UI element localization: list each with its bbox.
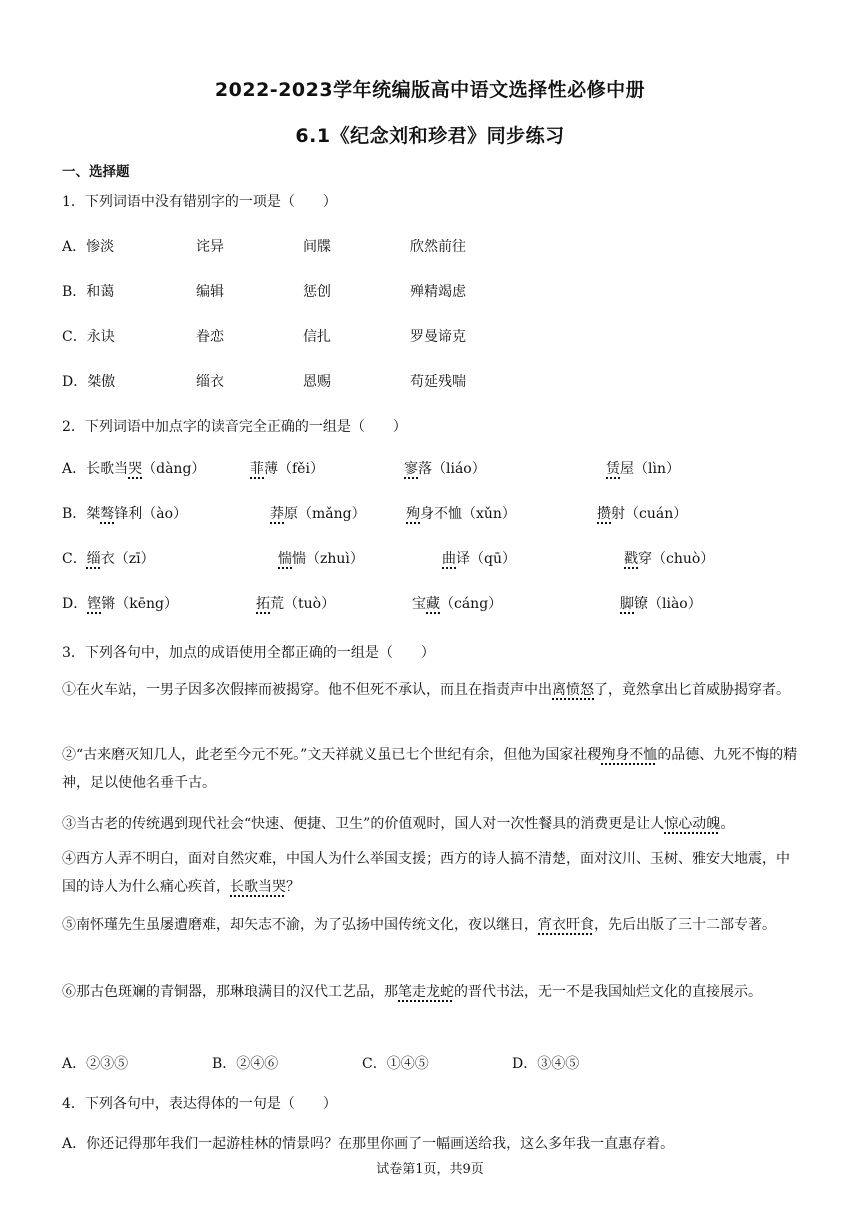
dotted-char: 骜 — [100, 506, 115, 522]
q1-option-b-word4: 殚精竭虑 — [410, 284, 466, 300]
document-title: 2022-2023学年统编版高中语文选择性必修中册 — [214, 79, 646, 101]
q3-sentence-4 — [62, 845, 800, 901]
q2-option-b-col2 — [270, 503, 366, 523]
dotted-char: 铿 — [87, 596, 102, 612]
q3-option-b: B．②④⑥ — [212, 1056, 279, 1072]
q3-sentence-6 — [62, 978, 800, 1006]
q2-option-c-col4 — [624, 548, 714, 568]
text: 穿（chuò） — [638, 551, 715, 567]
text: 衣（zī） — [100, 551, 155, 567]
text: B．桀 — [62, 506, 101, 522]
q3-option-a: A．②③⑤ — [62, 1056, 129, 1072]
section-heading: 一、选择题 — [62, 164, 130, 180]
q4-option-a: A．你还记得那年我们一起游桂林的情景吗？在那里你画了一幅画送给我，这么多年我一直惠存着。 — [62, 1136, 675, 1152]
q2-option-b-col3 — [406, 503, 516, 523]
text: 落（liáo） — [418, 461, 486, 477]
dotted-char: 莽 — [270, 506, 284, 522]
text: 射（cuán） — [611, 506, 688, 522]
q1-option-a-word1: A．惨淡 — [62, 239, 115, 255]
q1-option-b-word1: B．和蔼 — [62, 284, 115, 300]
q1-option-d-word3: 恩赐 — [303, 374, 331, 390]
q2-option-d-col4 — [620, 593, 702, 613]
q1-option-d-word4: 苟延残喘 — [410, 374, 466, 390]
dotted-char: 菲 — [250, 461, 264, 477]
q1-option-c-word2: 眷恋 — [196, 329, 224, 345]
text: 译（qū） — [456, 551, 516, 567]
q1-option-a-word4: 欣然前往 — [410, 239, 466, 255]
q2-option-b-col4 — [597, 503, 687, 523]
text: 荒（tuò） — [270, 596, 336, 612]
text: 宝 — [412, 596, 426, 612]
q2-option-c-col1 — [62, 548, 155, 568]
q1-option-c-word3: 信扎 — [303, 329, 331, 345]
text: 。 — [720, 816, 735, 832]
q2-option-c-col2 — [278, 548, 364, 568]
dotted-idiom: 离愤怒 — [552, 682, 594, 698]
text: （dàng） — [142, 461, 206, 477]
text: 惴（zhuì） — [292, 551, 364, 567]
q2-option-b-col1 — [62, 503, 187, 523]
dotted-char: 戳 — [624, 551, 638, 567]
q1-option-c-word1: C．永诀 — [62, 329, 115, 345]
dotted-idiom: 笔走龙蛇 — [398, 984, 454, 1000]
text: ①在火车站，一男子因多次假摔而被揭穿。他不但死不承认，而且在指责声中出 — [62, 682, 552, 698]
q3-sentence-1 — [62, 676, 800, 704]
dotted-char: 哭 — [128, 461, 143, 477]
dotted-char: 拓 — [256, 596, 270, 612]
q3-sentence-3 — [62, 810, 800, 838]
text: 的品德、九死不悔的精神，足以使他名垂千古。 — [62, 747, 798, 791]
dotted-idiom: 宵衣旰食 — [538, 917, 594, 933]
dotted-char: 攒 — [597, 506, 611, 522]
q2-option-a-col4 — [606, 458, 680, 478]
q2-option-a-col3 — [404, 458, 486, 478]
q2-option-c-col3 — [442, 548, 516, 568]
text: 薄（fěi） — [264, 461, 324, 477]
dotted-char: 曲 — [442, 551, 456, 567]
dotted-idiom: 长歌当哭 — [230, 879, 286, 895]
text: D． — [62, 596, 88, 612]
text: 锵（kēng） — [101, 596, 178, 612]
dotted-char: 寥 — [404, 461, 418, 477]
text: 原（mǎng） — [284, 506, 366, 522]
document-subtitle: 6.1《纪念刘和珍君》同步练习 — [295, 125, 565, 147]
text: 了，竟然拿出匕首威胁揭穿者。 — [594, 682, 790, 698]
dotted-char: 殉 — [406, 506, 420, 522]
text: ？ — [286, 879, 300, 895]
text: 屋（lìn） — [620, 461, 680, 477]
text: ④西方人弄不明白，面对自然灾难，中国人为什么举国支援；西方的诗人搞不清楚，面对汶川、玉树、雅安大地震，中国的诗人为什么痛心疾首， — [62, 851, 790, 895]
dotted-char: 惴 — [278, 551, 292, 567]
question-4-stem: 4．下列各句中，表达得体的一句是（ ） — [62, 1096, 337, 1112]
q1-option-a-word3: 间牒 — [303, 239, 331, 255]
question-2-stem: 2．下列词语中加点字的读音完全正确的一组是（ ） — [62, 419, 407, 435]
q1-option-b-word2: 编辑 — [196, 284, 224, 300]
dotted-char: 赁 — [606, 461, 620, 477]
text: （cáng） — [440, 596, 503, 612]
text: 身不恤（xǔn） — [420, 506, 516, 522]
q1-option-a-word2: 诧异 — [196, 239, 224, 255]
text: A．长歌当 — [62, 461, 129, 477]
q1-option-d-word2: 缁衣 — [196, 374, 224, 390]
q3-option-c: C．①④⑤ — [362, 1056, 429, 1072]
dotted-idiom: 殉身不恤 — [601, 747, 658, 763]
q2-option-a-col2 — [250, 458, 324, 478]
text: ②“古来磨灭知几人，此老至今元不死。”文天祥就义虽已七个世纪有余，但他为国家社稷 — [62, 747, 602, 763]
q3-option-d: D．③④⑤ — [512, 1056, 580, 1072]
dotted-char: 藏 — [426, 596, 440, 612]
q2-option-d-col2 — [256, 593, 335, 613]
question-3-stem: 3．下列各句中，加点的成语使用全都正确的一组是（ ） — [62, 645, 435, 661]
text: 锋利（ào） — [114, 506, 188, 522]
page-footer: 试卷第1页，共9页 — [376, 1162, 484, 1177]
dotted-idiom: 惊心动魄 — [664, 816, 721, 832]
text: ⑥那古色斑斓的青铜器，那琳琅满目的汉代工艺品，那 — [62, 984, 398, 1000]
q3-sentence-5 — [62, 911, 800, 939]
text: ③当古老的传统遇到现代社会“快速、便捷、卫生”的价值观时，国人对一次性餐具的消费更是让人 — [62, 816, 665, 832]
q1-option-c-word4: 罗曼谛克 — [410, 329, 466, 345]
text: ⑤南怀瑾先生虽屡遭磨难，却矢志不渝，为了弘扬中国传统文化，夜以继日， — [62, 917, 538, 933]
text: 的晋代书法，无一不是我国灿烂文化的直接展示。 — [454, 984, 762, 1000]
text: 镣（liào） — [634, 596, 702, 612]
q1-option-d-word1: D．桀傲 — [62, 374, 116, 390]
q2-option-a-col1 — [62, 458, 205, 478]
text: ，先后出版了三十二部专著。 — [594, 917, 776, 933]
text: C． — [62, 551, 87, 567]
q1-option-b-word3: 惩创 — [303, 284, 331, 300]
question-1-stem: 1．下列词语中没有错别字的一项是（ ） — [62, 194, 337, 210]
q2-option-d-col3 — [412, 593, 502, 613]
dotted-char: 缁 — [86, 551, 101, 567]
q2-option-d-col1 — [62, 593, 178, 613]
q3-sentence-2 — [62, 741, 800, 797]
dotted-char: 脚 — [620, 596, 634, 612]
